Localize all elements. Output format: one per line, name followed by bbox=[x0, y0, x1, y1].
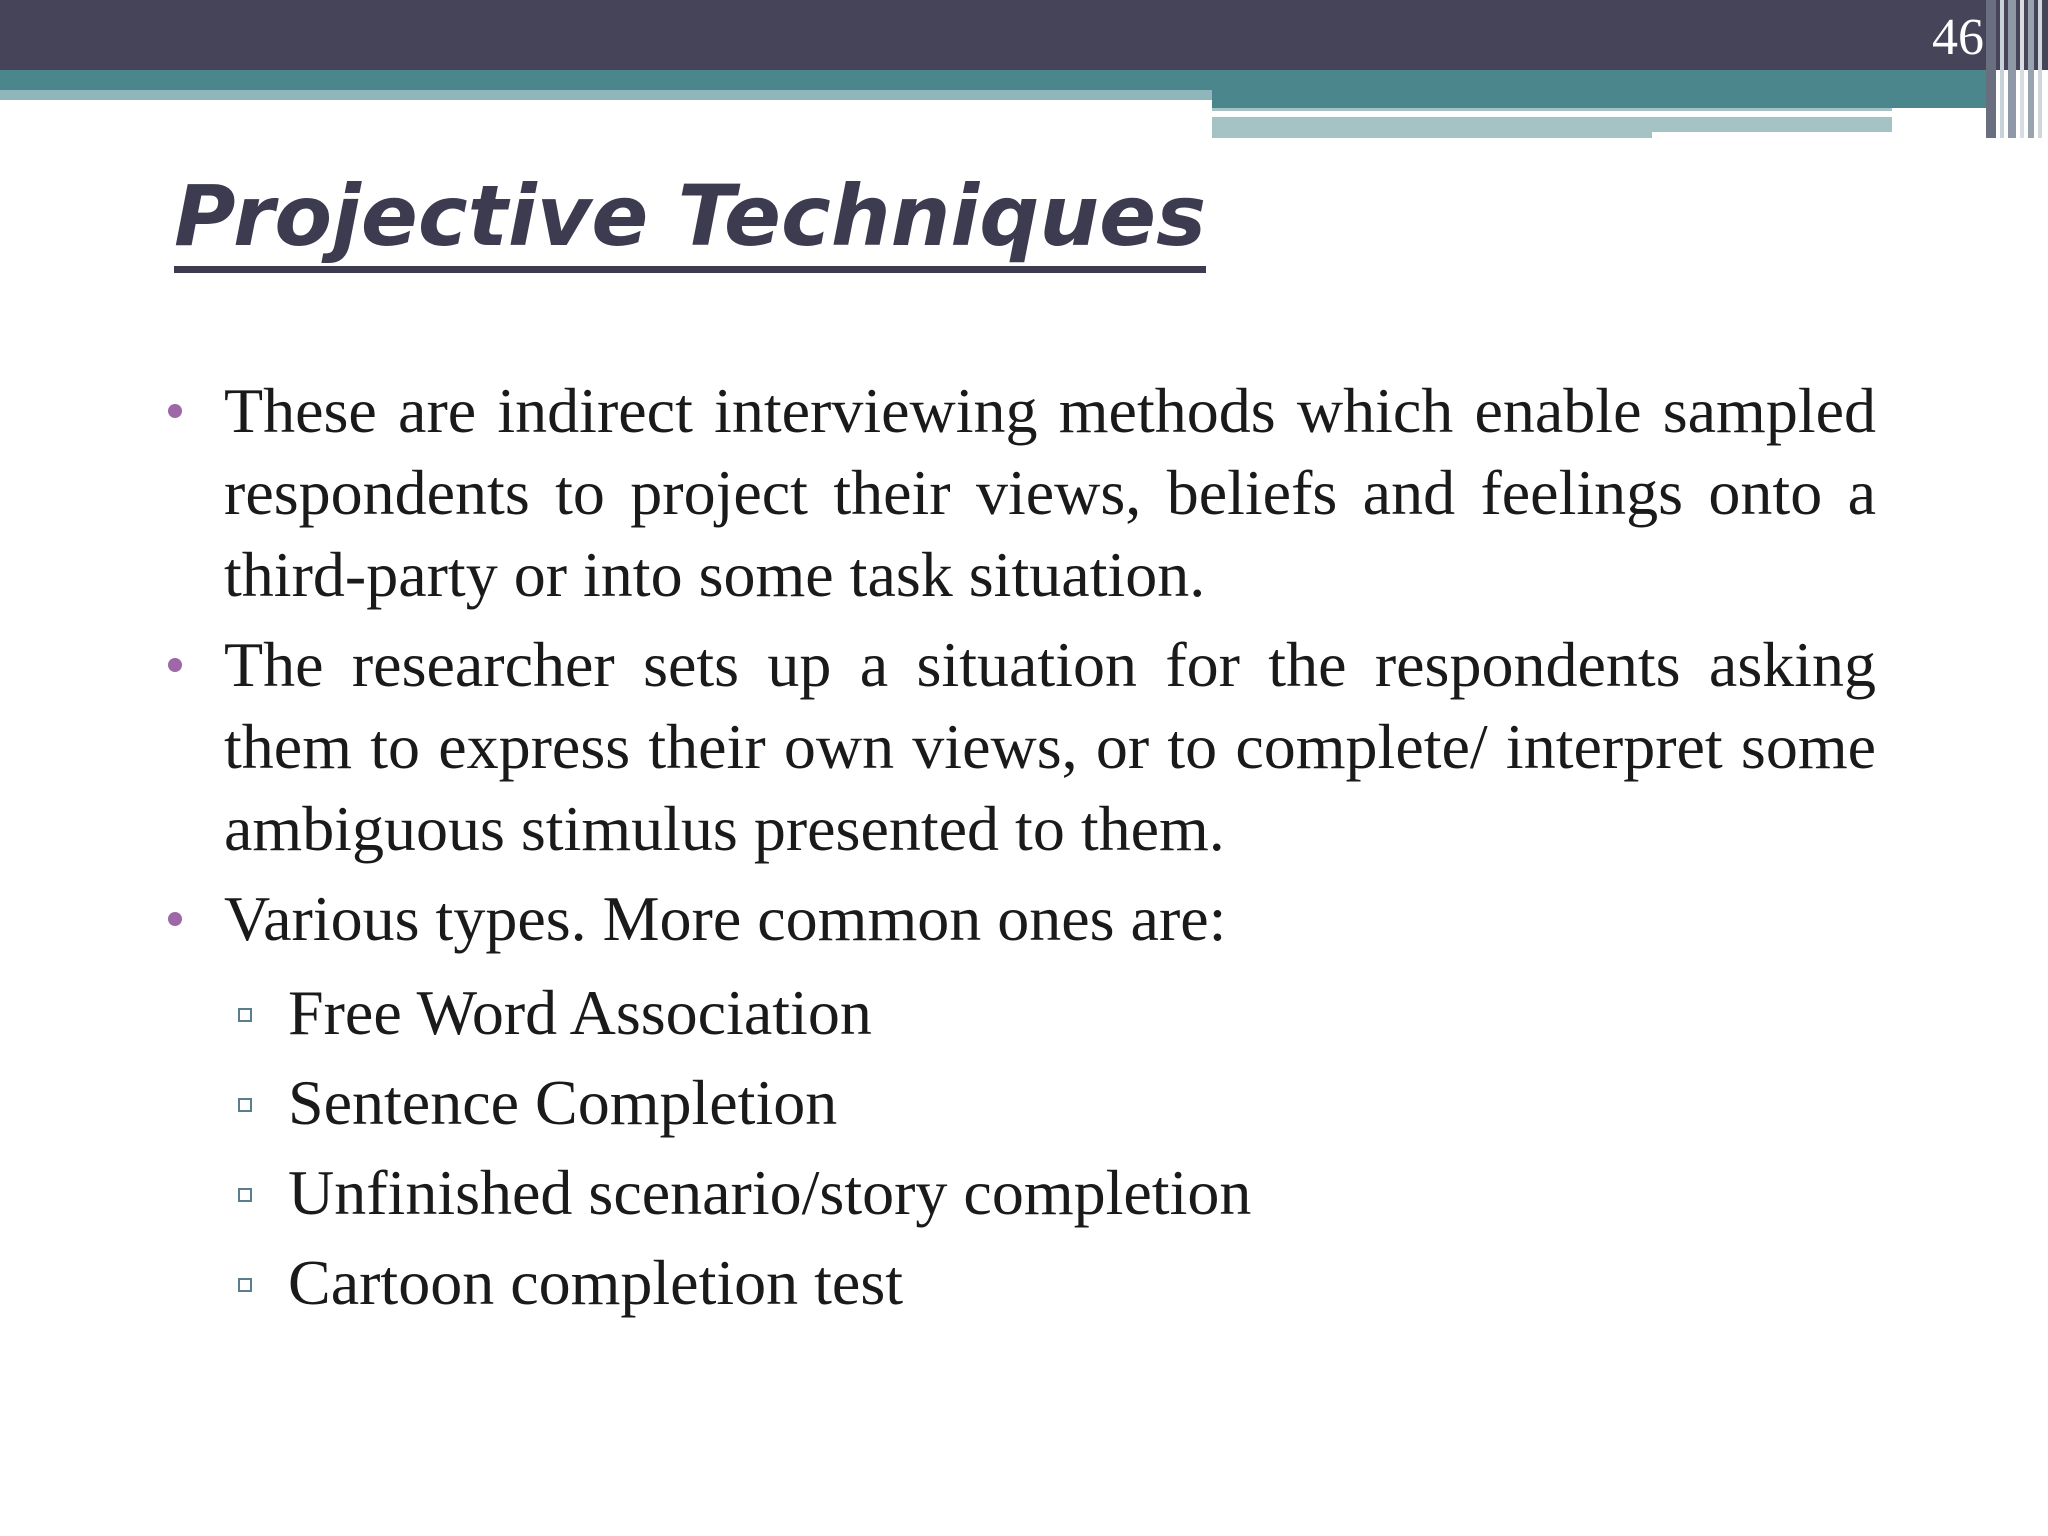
sub-bullet-text: Cartoon completion test bbox=[288, 1247, 903, 1318]
header-vertical-stripes bbox=[1986, 0, 2048, 138]
bullet-item bbox=[160, 624, 1876, 870]
sub-bullet-item bbox=[160, 968, 1876, 1058]
sub-bullet-item bbox=[160, 1148, 1876, 1238]
bullet-icon bbox=[168, 912, 182, 926]
bullet-text: Various types. More common ones are: bbox=[224, 883, 1227, 954]
header-band-teal bbox=[0, 70, 1990, 90]
bullet-text: The researcher sets up a situation for the respondents asking them to express their own views, or to complete/ interpret some ambiguous stimulus presented to them. bbox=[224, 629, 1876, 864]
sub-bullet-list bbox=[160, 968, 1876, 1328]
sub-bullet-text: Sentence Completion bbox=[288, 1067, 838, 1138]
bullet-text: These are indirect interviewing methods which enable sampled respondents to project their views, beliefs and feelings onto a third-party or into some task situation. bbox=[224, 375, 1876, 610]
bullet-item bbox=[160, 878, 1876, 960]
page-number: 46 bbox=[1932, 9, 1984, 66]
square-bullet-icon bbox=[238, 1008, 252, 1022]
header-band-right-teal bbox=[1212, 90, 1990, 108]
bullet-icon bbox=[168, 658, 182, 672]
header-band-teal-light bbox=[0, 90, 1212, 100]
square-bullet-icon bbox=[238, 1098, 252, 1112]
bullet-icon bbox=[168, 404, 182, 418]
header-white-line bbox=[1212, 111, 1897, 117]
square-bullet-icon bbox=[238, 1188, 252, 1202]
sub-bullet-item bbox=[160, 1238, 1876, 1328]
sub-bullet-text: Free Word Association bbox=[288, 977, 872, 1048]
slide-title bbox=[174, 167, 1207, 273]
header-band-dark bbox=[0, 0, 2048, 70]
bullet-item bbox=[160, 370, 1876, 616]
slide-title-text: Projective Techniques bbox=[174, 170, 1206, 273]
slide-content bbox=[160, 370, 1876, 1328]
sub-bullet-text: Unfinished scenario/story completion bbox=[288, 1157, 1252, 1228]
square-bullet-icon bbox=[238, 1278, 252, 1292]
sub-bullet-item bbox=[160, 1058, 1876, 1148]
